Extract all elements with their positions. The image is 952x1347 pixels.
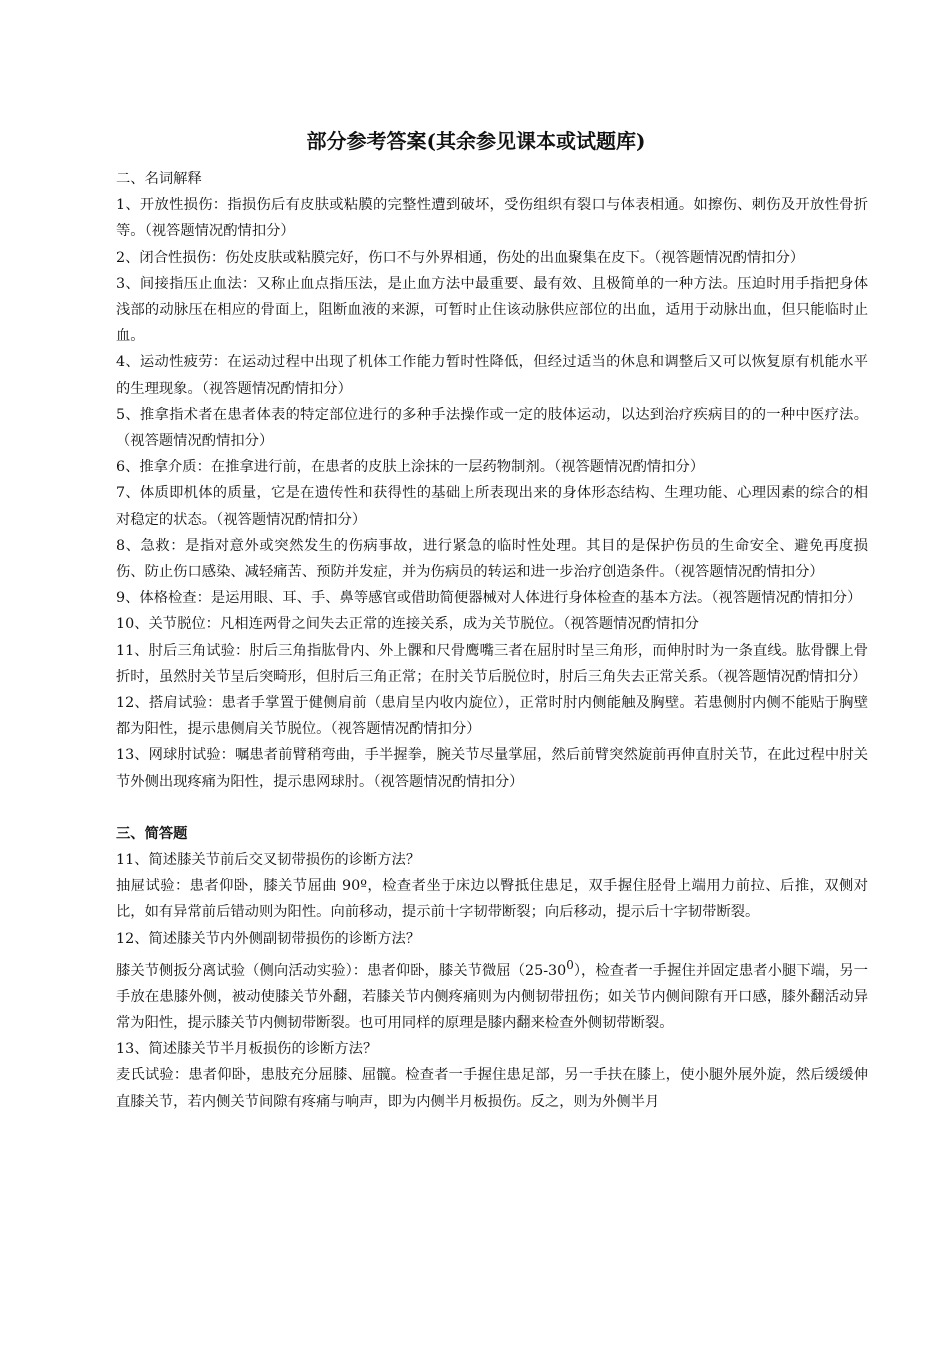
page-title: 部分参考答案(其余参见课本或试题库) (306, 129, 646, 153)
section-gap (116, 795, 868, 821)
definition-item: 9、体格检查：是运用眼、耳、手、鼻等感官或借助简便器械对人体进行身体检查的基本方法。（视答题情况酌情扣分） (116, 590, 862, 607)
definition-item: 7、体质即机体的质量，它是在遗传性和获得性的基础上所表现出来的身体形态结构、生理功能、心理因素的综合的相对稳定的状态。（视答题情况酌情扣分） (116, 485, 868, 528)
document-body (116, 166, 868, 1115)
answer-12-text-a: 膝关节侧扳分离试验（侧向活动实验）：患者仰卧，膝关节微屈（25-30 (116, 962, 567, 979)
definition-item: 4、运动性疲劳：在运动过程中出现了机体工作能力暂时性降低，但经过适当的休息和调整后又可以恢复原有机能水平的生理现象。（视答题情况酌情扣分） (116, 354, 868, 397)
definition-item: 2、闭合性损伤：伤处皮肤或粘膜完好，伤口不与外界相通，伤处的出血聚集在皮下。（视答题情况酌情扣分） (116, 249, 805, 266)
answer-11: 抽屉试验：患者仰卧，膝关节屈曲 90º，检查者坐于床边以臀抵住患足，双手握住胫骨上端用力前拉、后推，双侧对比，如有异常前后错动则为阳性。向前移动，提示前十字韧带断裂；向后移动，提示后十字韧带断裂。 (116, 878, 868, 921)
definition-item: 13、网球肘试验：嘱患者前臂稍弯曲，手半握拳，腕关节尽量掌屈，然后前臂突然旋前再伸直肘关节，在此过程中肘关节外侧出现疼痛为阳性，提示患网球肘。（视答题情况酌情扣分） (116, 747, 868, 790)
definition-item: 3、间接指压止血法：又称止血点指压法，是止血方法中最重要、最有效、且极简单的一种方法。压迫时用手指把身体浅部的动脉压在相应的骨面上，阻断血液的来源，可暂时止住该动脉供应部位的出血，适用于动脉出血，但只能临时止血。 (116, 275, 868, 345)
question-13: 13、简述膝关节半月板损伤的诊断方法？ (116, 1041, 378, 1058)
definition-item: 10、关节脱位：凡相连两骨之间失去正常的连接关系，成为关节脱位。（视答题情况酌情扣分 (116, 616, 699, 633)
definition-item: 8、急救：是指对意外或突然发生的伤病事故，进行紧急的临时性处理。其目的是保护伤员的生命安全、避免再度损伤、防止伤口感染、减轻痛苦、预防并发症，并为伤病员的转运和进一步治疗创造条件。（视答题情况酌情扣分） (116, 537, 868, 581)
definition-item: 1、开放性损伤：指损伤后有皮肤或粘膜的完整性遭到破坏，受伤组织有裂口与体表相通。如擦伤、刺伤及开放性骨折等。（视答题情况酌情扣分） (116, 197, 868, 240)
question-12: 12、简述膝关节内外侧副韧带损伤的诊断方法？ (116, 930, 421, 947)
definition-item: 11、肘后三角试验：肘后三角指肱骨内、外上髁和尺骨鹰嘴三者在屈肘时呈三角形，而伸肘时为一条直线。肱骨髁上骨折时，虽然肘关节呈后突畸形，但肘后三角正常；在肘关节后脱位时，肘后三角失去正常关系。（视答题情况酌情扣分） (116, 642, 868, 685)
definition-item: 5、推拿指术者在患者体表的特定部位进行的多种手法操作或一定的肢体运动，以达到治疗疾病目的的一种中医疗法。（视答题情况酌情扣分） (116, 406, 868, 450)
answer-12 (116, 952, 868, 1036)
definition-item: 12、搭肩试验：患者手掌置于健侧肩前（患肩呈内收内旋位），正常时肘内侧能触及胸壁。若患侧肘内侧不能贴于胸壁都为阳性，提示患侧肩关节脱位。（视答题情况酌情扣分） (116, 695, 868, 738)
degree-superscript: 0 (566, 957, 574, 972)
answer-12-text-b: ），检查者一手握住并固定患者小腿下端，另一手放在患膝外侧，被动使膝关节外翻，若膝关节内侧疼痛则为内侧韧带扭伤；如关节内侧间隙有开口感，膝外翻活动异常为阳性，提示膝关节内侧韧带断裂。也可用同样的原理是膝内翻来检查外侧韧带断裂。 (116, 962, 868, 1032)
section-heading-short-answer: 三、简答题 (116, 825, 188, 842)
definition-item: 6、推拿介质：在推拿进行前，在患者的皮肤上涂抹的一层药物制剂。（视答题情况酌情扣分） (116, 459, 705, 476)
question-11: 11、简述膝关节前后交叉韧带损伤的诊断方法？ (116, 852, 421, 869)
section-heading-definitions: 二、名词解释 (116, 171, 202, 187)
answer-13: 麦氏试验：患者仰卧，患肢充分屈膝、屈髋。检查者一手握住患足部，另一手扶在膝上，使小腿外展外旋，然后缓缓伸直膝关节，若内侧关节间隙有疼痛与响声，即为内侧半月板损伤。反之，则为外侧半月 (116, 1067, 868, 1110)
